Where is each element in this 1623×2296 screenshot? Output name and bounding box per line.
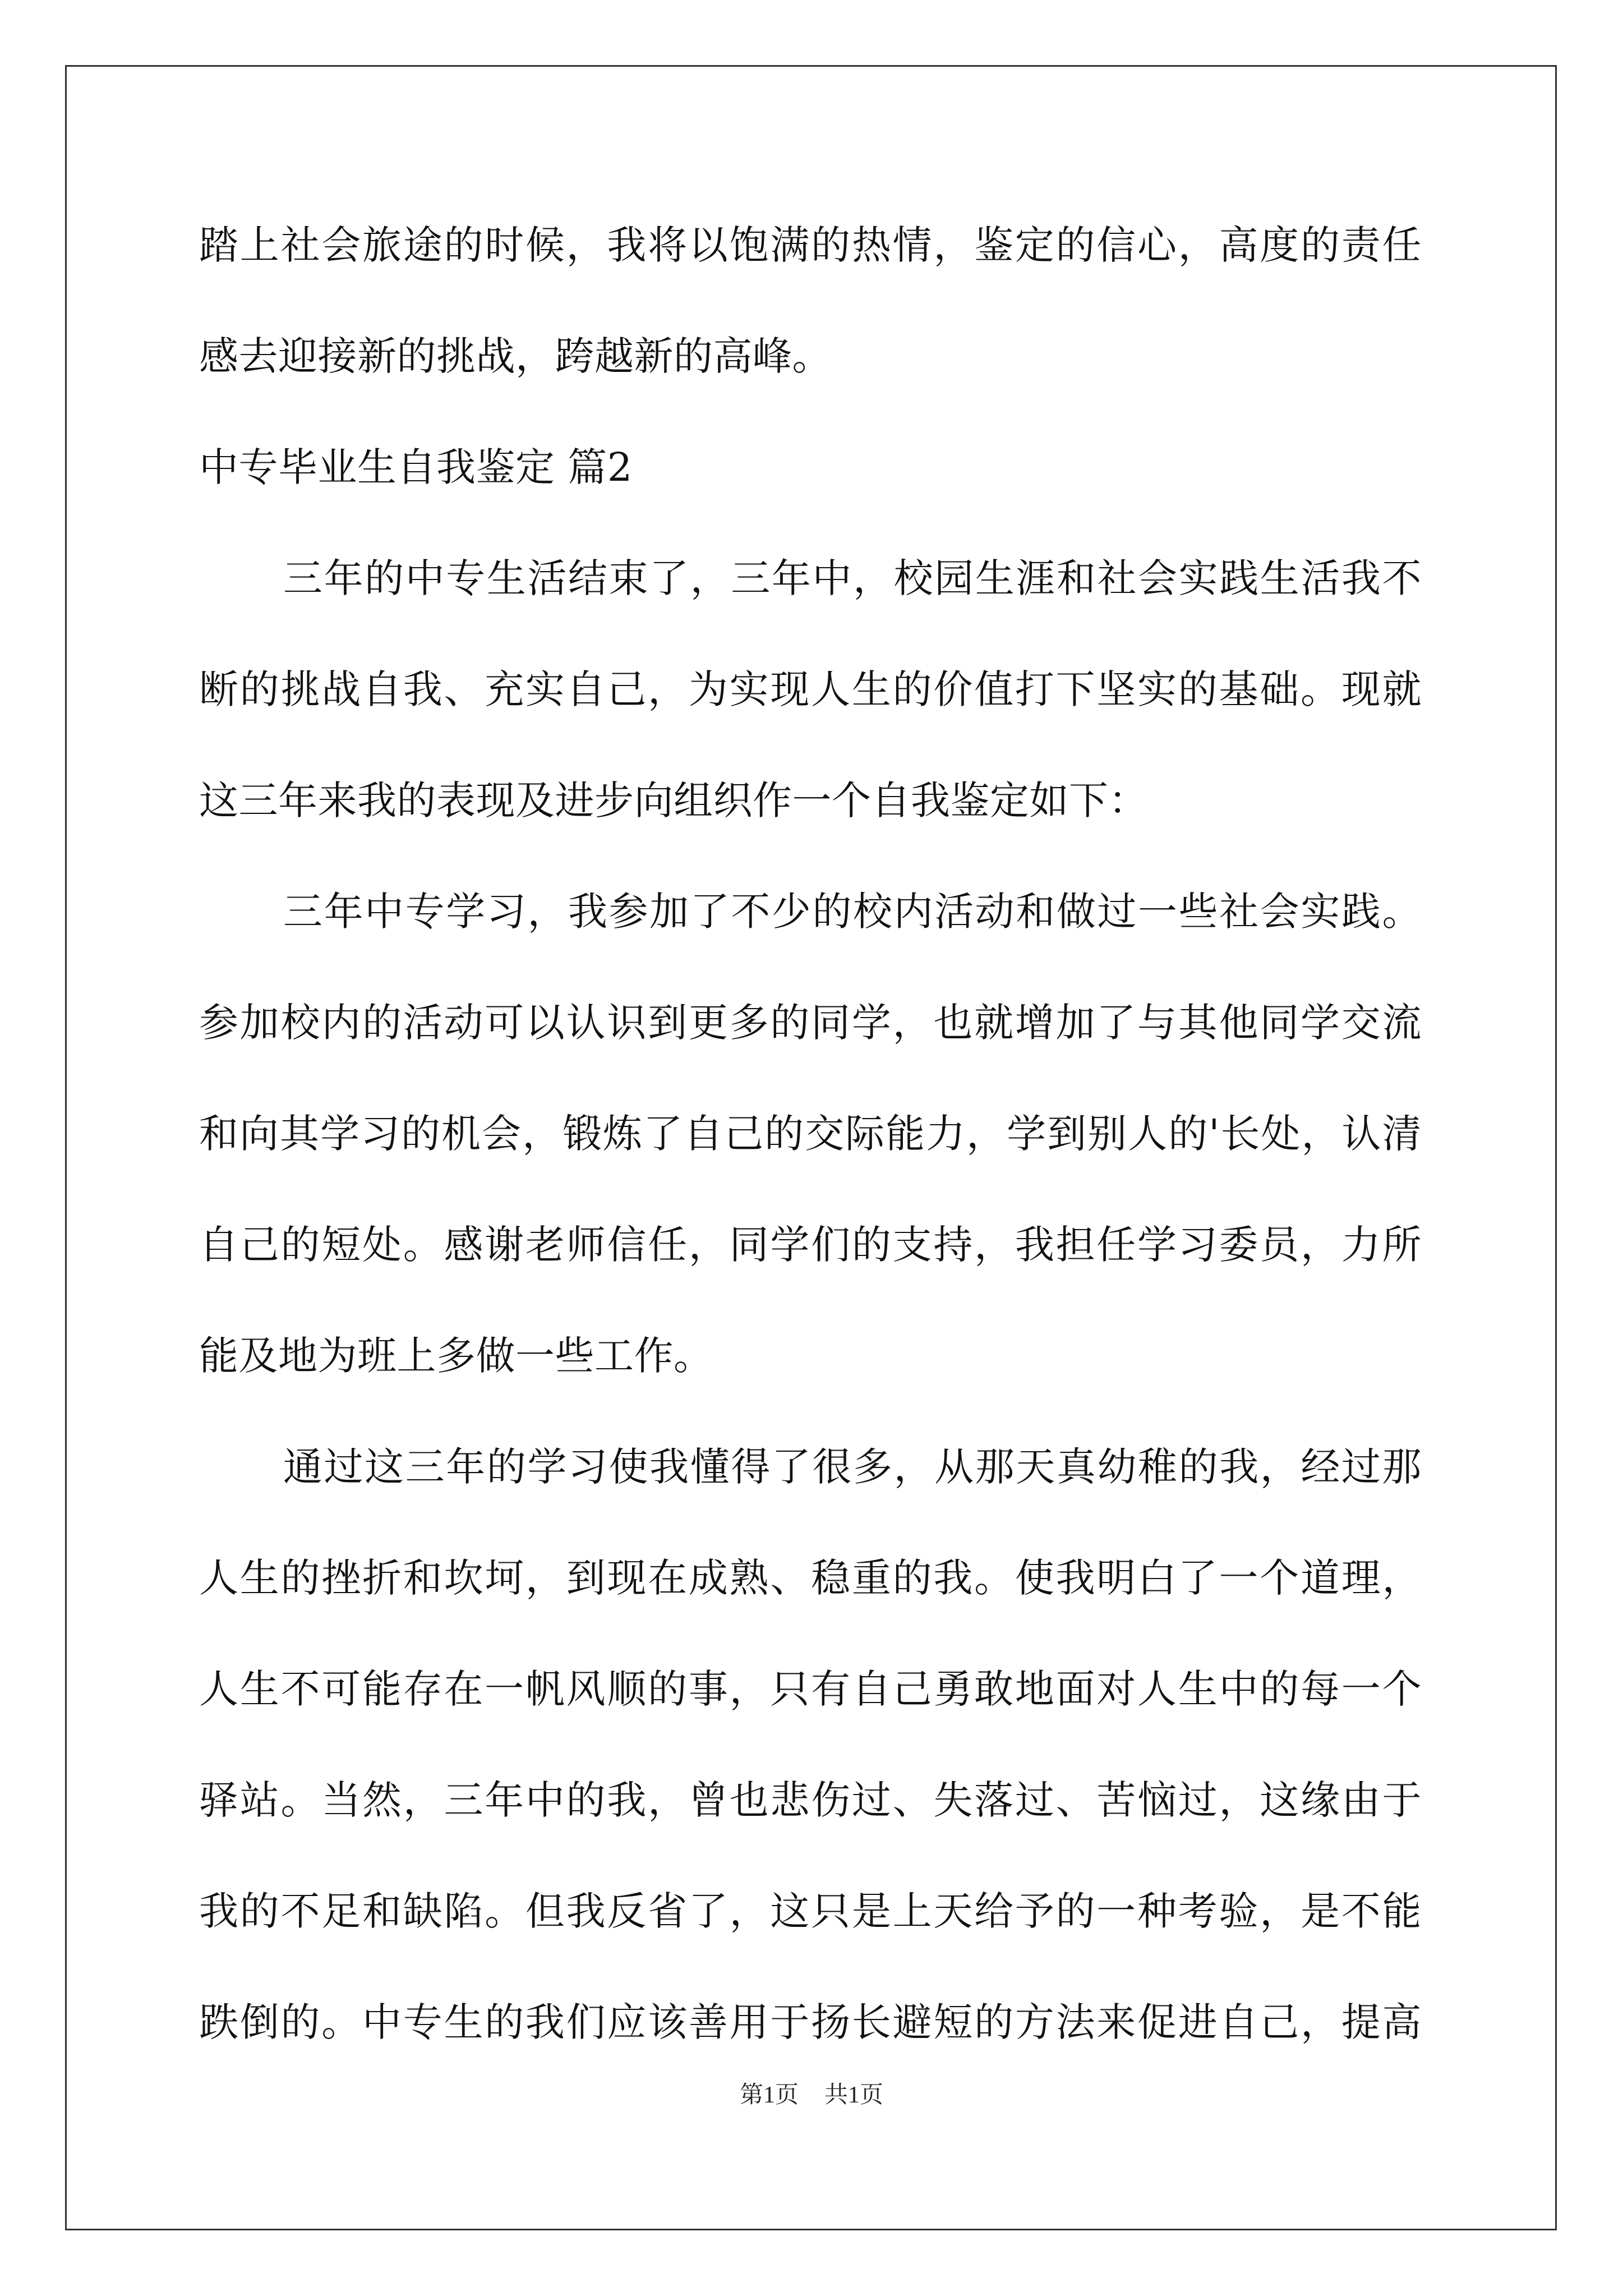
text-line: 能及地为班上多做一些工作。	[199, 1333, 713, 1379]
text-line: 这三年来我的表现及进步向组织作一个自我鉴定如下：	[199, 777, 1148, 823]
text-line: 驿站。当然，三年中的我，曾也悲伤过、失落过、苦恼过，这缘由于	[199, 1777, 1422, 1823]
text-line: 踏上社会旅途的时候，我将以饱满的热情，鉴定的信心，高度的责任	[199, 222, 1422, 268]
text-line: 自己的短处。感谢老师信任，同学们的支持，我担任学习委员，力所	[199, 1222, 1422, 1268]
section-heading: 中专毕业生自我鉴定 篇2	[199, 444, 633, 490]
text-line: 和向其学习的机会，锻炼了自己的交际能力，学到别人的'长处，认清	[199, 1111, 1422, 1157]
paragraph-first-line: 通过这三年的学习使我懂得了很多，从那天真幼稚的我，经过那	[283, 1444, 1422, 1490]
page-number: 第1页	[739, 2082, 799, 2108]
text-line: 跌倒的。中专生的我们应该善用于扬长避短的方法来促进自己，提高	[199, 1999, 1422, 2045]
page-total: 共1页	[824, 2082, 884, 2108]
text-line: 我的不足和缺陷。但我反省了，这只是上天给予的一种考验，是不能	[199, 1888, 1422, 1934]
paragraph-first-line: 三年的中专生活结束了，三年中，校园生涯和社会实践生活我不	[283, 555, 1422, 601]
text-line: 参加校内的活动可以认识到更多的同学，也就增加了与其他同学交流	[199, 1000, 1422, 1046]
text-line: 断的挑战自我、充实自己，为实现人生的价值打下坚实的基础。现就	[199, 666, 1422, 712]
text-line: 人生不可能存在一帆风顺的事，只有自己勇敢地面对人生中的每一个	[199, 1666, 1422, 1712]
text-line: 感去迎接新的挑战，跨越新的高峰。	[199, 333, 832, 379]
text-line: 人生的挫折和坎坷，到现在成熟、稳重的我。使我明白了一个道理，	[199, 1555, 1422, 1601]
page-footer	[0, 2078, 1623, 2112]
paragraph-first-line: 三年中专学习，我参加了不少的校内活动和做过一些社会实践。	[283, 889, 1422, 935]
